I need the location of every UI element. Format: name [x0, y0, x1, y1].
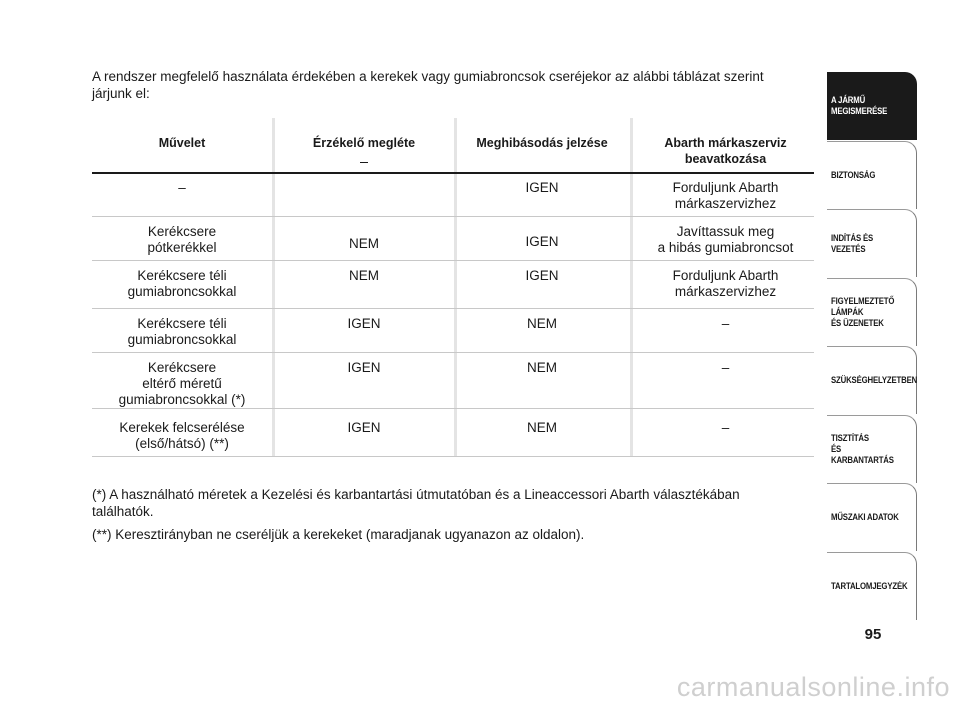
row-service: –: [721, 360, 730, 375]
row-operation: Kerékcsere eltérő méretű gumiabroncsokkal (*): [118, 360, 246, 407]
row-fault: NEM: [527, 316, 557, 331]
chapter-tab[interactable]: [827, 278, 917, 346]
header-rule: [92, 172, 814, 174]
footnote-1: (*) A használható méretek a Kezelési és karbantartási útmutatóban és a Lineaccessori Abarth választékában találhatók.: [92, 487, 740, 519]
intro-text: A rendszer megfelelő használata érdekében a kerekek vagy gumiabroncsok cseréjekor az alábbi táblázat szerint járjunk el:: [92, 69, 764, 101]
chapter-tab[interactable]: [827, 72, 917, 140]
chapter-tab[interactable]: [827, 552, 917, 620]
chapter-tab[interactable]: [827, 483, 917, 551]
row-service: Forduljunk Abarth márkaszervizhez: [672, 180, 779, 211]
header-service: Abarth márkaszerviz beavatkozása: [664, 136, 787, 166]
footnotes: [92, 486, 792, 549]
chapter-tab[interactable]: [827, 346, 917, 414]
row-service: Javíttassuk meg a hibás gumiabroncsot: [657, 224, 794, 255]
column-divider: [272, 118, 275, 456]
row-operation: Kerekek felcserélése (első/hátsó) (**): [119, 420, 245, 451]
footnote-2: (**) Keresztirányban ne cseréljük a kerekeket (maradjanak ugyanazon az oldalon).: [92, 527, 585, 542]
row-divider: [92, 216, 814, 217]
chapter-tab-label: A JÁRMŰ MEGISMERÉSE: [831, 95, 888, 117]
row-sensor: NEM: [349, 268, 379, 283]
chapter-tab-label: SZÜKSÉGHELYZETBEN: [831, 375, 918, 386]
row-sensor: IGEN: [347, 316, 381, 331]
row-service: –: [721, 420, 730, 435]
header-dash: [360, 162, 368, 163]
chapter-tab-label: BIZTONSÁG: [831, 169, 876, 181]
tpms-table: [92, 118, 814, 458]
row-sensor: IGEN: [347, 420, 381, 435]
row-operation: Kerékcsere pótkerékkel: [147, 224, 217, 255]
chapter-tab-label: TISZTÍTÁS ÉS KARBANTARTÁS: [831, 432, 894, 466]
header-sensor: Érzékelő megléte: [312, 136, 416, 150]
chapter-tab[interactable]: [827, 141, 917, 209]
row-divider: [92, 456, 814, 457]
row-divider: [92, 308, 814, 309]
watermark: carmanualsonline.info: [676, 672, 950, 702]
row-fault: NEM: [527, 420, 557, 435]
row-sensor: NEM: [349, 236, 379, 251]
column-divider: [630, 118, 633, 456]
header-fault: Meghibásodás jelzése: [476, 136, 608, 150]
chapter-tab-label: FIGYELMEZTETŐ LÁMPÁK ÉS ÜZENETEK: [831, 295, 895, 329]
row-fault: IGEN: [525, 234, 559, 249]
row-operation: Kerékcsere téli gumiabroncsokkal: [127, 268, 237, 299]
header-operation: Művelet: [158, 136, 206, 150]
page-number: 95: [864, 626, 882, 643]
row-service: Forduljunk Abarth márkaszervizhez: [672, 268, 779, 299]
chapter-tab-label: MŰSZAKI ADATOK: [831, 512, 899, 523]
row-service: –: [721, 316, 730, 331]
chapter-tab-label: INDÍTÁS ÉS VEZETÉS: [831, 232, 874, 255]
row-fault: IGEN: [525, 268, 559, 283]
row-fault: NEM: [527, 360, 557, 375]
chapter-tab[interactable]: [827, 415, 917, 483]
chapter-tab-label: TARTALOMJEGYZÉK: [831, 580, 908, 592]
row-fault: IGEN: [525, 180, 559, 195]
row-divider: [92, 408, 814, 409]
row-divider: [92, 352, 814, 353]
row-divider: [92, 260, 814, 261]
column-divider: [454, 118, 457, 456]
row-sensor: IGEN: [347, 360, 381, 375]
row-operation: Kerékcsere téli gumiabroncsokkal: [127, 316, 237, 347]
chapter-tab[interactable]: [827, 209, 917, 277]
row-operation: –: [178, 180, 186, 195]
